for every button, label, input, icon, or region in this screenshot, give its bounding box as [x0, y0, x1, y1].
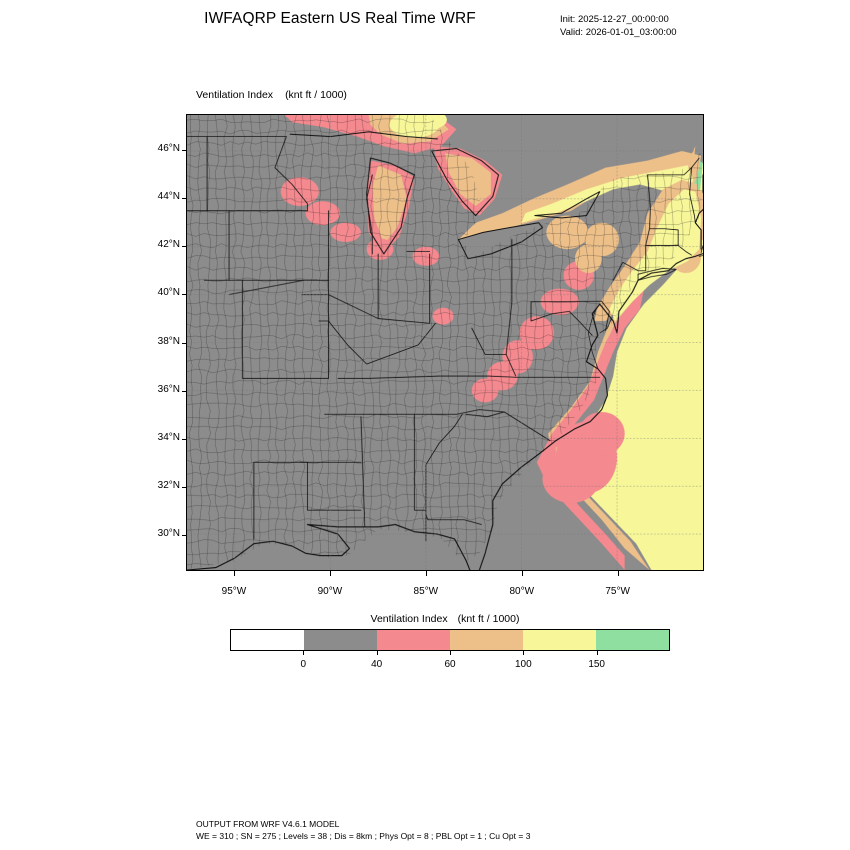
- x-axis-tick-label: 75°W: [605, 586, 630, 597]
- colorbar-tick-label: 150: [588, 659, 605, 670]
- colorbar-tick-label: 40: [371, 659, 383, 670]
- y-axis-labels: [134, 114, 180, 571]
- y-axis-tick-mark: [182, 343, 187, 344]
- x-axis-labels: [186, 584, 704, 600]
- colorbar-title: [186, 613, 704, 625]
- model-footer: [196, 818, 530, 842]
- y-axis-tick-mark: [182, 294, 187, 295]
- colorbar-title-text: Ventilation Index: [370, 613, 448, 625]
- run-metadata: [560, 13, 677, 39]
- colorbar-tick-mark: [597, 651, 598, 655]
- footer-line-1: OUTPUT FROM WRF V4.6.1 MODEL: [196, 819, 340, 829]
- y-axis-tick-mark: [182, 487, 187, 488]
- y-axis-tick-mark: [182, 439, 187, 440]
- colorbar-tick-label: 0: [300, 659, 307, 670]
- y-axis-tick-label: 36°N: [157, 383, 180, 395]
- y-axis-tick-mark: [182, 246, 187, 247]
- colorbar-swatch: [596, 630, 669, 650]
- colorbar-swatch: [523, 630, 596, 650]
- y-axis-tick-label: 44°N: [157, 191, 180, 203]
- valid-time-label: Valid: 2026-01-01_03:00:00: [560, 27, 677, 38]
- x-axis-tick-mark: [330, 571, 331, 576]
- colorbar-tick-mark: [303, 651, 304, 655]
- plot-title-text: Ventilation Index: [196, 89, 274, 101]
- colorbar-swatch: [377, 630, 450, 650]
- x-axis-tick-mark: [426, 571, 427, 576]
- x-axis-tick-label: 90°W: [317, 586, 343, 597]
- y-axis-tick-label: 38°N: [157, 335, 180, 347]
- plot-title-units: (knt ft / 1000): [285, 89, 347, 101]
- plot-title: [196, 89, 347, 101]
- x-axis-tick-label: 80°W: [509, 586, 535, 597]
- footer-line-2: WE = 310 ; SN = 275 ; Levels = 38 ; Dis = 8km ; Phys Opt = 8 ; PBL Opt = 1 ; Cu Opt = 3: [196, 831, 531, 841]
- colorbar-tick-label: 60: [444, 659, 456, 670]
- y-axis-tick-mark: [182, 391, 187, 392]
- ventilation-index-heatmap: [187, 115, 703, 570]
- y-axis-tick-label: 46°N: [157, 143, 180, 155]
- colorbar-swatch: [231, 630, 304, 650]
- colorbar-swatch: [450, 630, 523, 650]
- init-time-label: Init: 2025-12-27_00:00:00: [560, 14, 669, 25]
- y-axis-tick-mark: [182, 198, 187, 199]
- colorbar: [230, 629, 670, 651]
- x-axis-tick-label: 95°W: [221, 586, 247, 597]
- colorbar-swatch: [304, 630, 377, 650]
- x-axis-tick-mark: [234, 571, 235, 576]
- y-axis-tick-label: 34°N: [157, 431, 180, 443]
- y-axis-tick-label: 42°N: [157, 239, 180, 251]
- colorbar-ticks: [230, 651, 670, 671]
- y-axis-tick-mark: [182, 535, 187, 536]
- x-axis-tick-mark: [618, 571, 619, 576]
- colorbar-tick-label: 100: [514, 659, 532, 670]
- colorbar-title-units: (knt ft / 1000): [457, 613, 520, 625]
- colorbar-tick-mark: [523, 651, 524, 655]
- colorbar-tick-mark: [450, 651, 451, 655]
- y-axis-tick-label: 40°N: [157, 287, 180, 299]
- y-axis-tick-mark: [182, 150, 187, 151]
- x-axis-tick-label: 85°W: [413, 586, 439, 597]
- colorbar-tick-mark: [377, 651, 378, 655]
- page-title: IWFAQRP Eastern US Real Time WRF: [204, 10, 476, 27]
- y-axis-tick-label: 30°N: [157, 527, 180, 539]
- x-axis-tick-mark: [522, 571, 523, 576]
- map-plot-area: [186, 114, 704, 571]
- y-axis-tick-label: 32°N: [157, 479, 180, 491]
